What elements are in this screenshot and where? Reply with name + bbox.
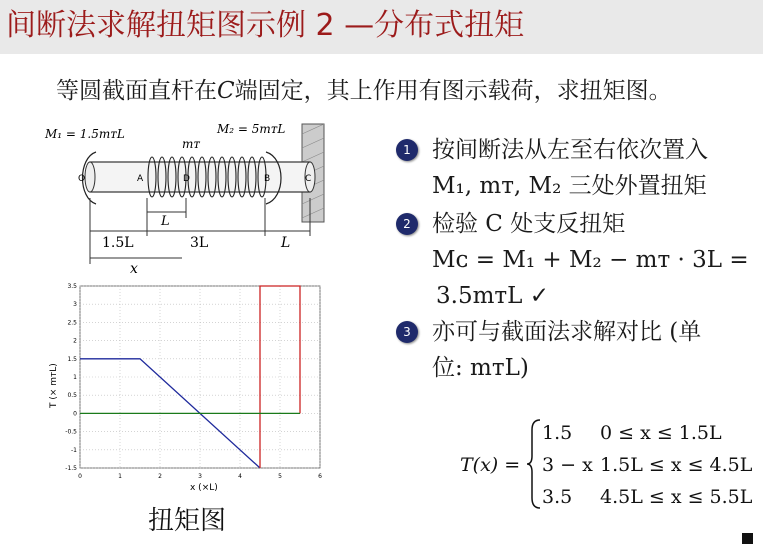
x-tick-label: 1 (118, 473, 122, 480)
x-tick-label: 6 (318, 473, 322, 480)
y-tick-label: 0 (73, 410, 77, 418)
dim-label-1-5l: 1.5L (102, 235, 134, 251)
step-2-line-1: 检验 C 处支反扭矩 (432, 211, 626, 237)
y-axis-label: T (× mᴛL) (49, 363, 59, 408)
formula-lhs: T(x) = (460, 454, 521, 476)
title-bar (0, 0, 763, 54)
step-2-marker: 2 (396, 213, 418, 235)
chart-caption: 扭矩图 (148, 506, 227, 536)
intro-text-before: 等圆截面直杆在 (56, 78, 217, 104)
step-2-line-2: Mᴄ = M₁ + M₂ − mᴛ · 3L = (432, 247, 749, 273)
label-m2: M₂ = 5mᴛL (217, 122, 286, 136)
y-tick-label: 1.5 (67, 355, 77, 363)
x-axis-label: x (×L) (190, 483, 218, 493)
label-point-o: O (78, 174, 86, 184)
y-tick-label: -1.5 (65, 465, 77, 472)
dim-label-3l: 3L (190, 235, 209, 251)
y-tick-label: 1 (73, 374, 77, 381)
label-point-c: C (305, 174, 312, 184)
formula-row-1-cond: 0 ≤ x ≤ 1.5L (600, 422, 722, 444)
y-tick-label: 3.5 (67, 283, 77, 290)
shaft (90, 162, 310, 192)
step-3-line-1: 亦可与截面法求解对比 (单 (432, 319, 702, 345)
label-point-d: D (183, 174, 190, 184)
shaft-diagram (40, 118, 340, 278)
step-2-line-3: 3.5mᴛL ✓ (436, 283, 549, 309)
y-tick-label: -1 (71, 446, 77, 454)
formula-row-3-expr: 3.5 (542, 486, 573, 508)
label-m1: M₁ = 1.5mᴛL (45, 127, 125, 141)
label-mt: mᴛ (182, 137, 201, 151)
formula-row-2-expr: 3 − x (542, 454, 593, 476)
formula-row-3-cond: 4.5L ≤ x ≤ 5.5L (600, 486, 753, 508)
dim-label-right-l: L (281, 235, 291, 251)
y-tick-label: 2 (73, 337, 77, 345)
intro-var: C (217, 78, 235, 104)
problem-statement (56, 72, 672, 105)
label-point-a: A (137, 174, 144, 184)
step-1-marker: 1 (396, 139, 418, 161)
slide-end-marker (742, 533, 753, 544)
torque-chart (40, 278, 332, 496)
y-tick-label: 2.5 (67, 319, 77, 327)
x-tick-label: 4 (238, 473, 242, 480)
x-tick-label: 2 (158, 473, 162, 480)
x-tick-label: 3 (198, 473, 202, 480)
label-point-b: B (264, 174, 271, 184)
step-3-line-2: 位: mᴛL) (432, 355, 529, 381)
dim-label-small-l: L (161, 214, 170, 229)
y-tick-label: 0.5 (67, 392, 77, 400)
formula-brace (526, 418, 542, 510)
intro-text-after: 端固定，其上作用有图示载荷，求扭矩图。 (234, 78, 672, 104)
shaft-end-left (85, 162, 95, 192)
step-1-line-1: 按间断法从左至右依次置入 (432, 137, 708, 163)
slide-title: 间断法求解扭矩图示例 2 —分布式扭矩 (6, 8, 525, 43)
formula-row-2-cond: 1.5L ≤ x ≤ 4.5L (600, 454, 753, 476)
y-tick-label: -0.5 (65, 428, 77, 436)
x-tick-label: 0 (78, 473, 82, 480)
step-1-line-2: M₁, mᴛ, M₂ 三处外置扭矩 (432, 173, 707, 199)
formula-row-1-expr: 1.5 (542, 422, 573, 444)
x-tick-label: 5 (278, 473, 282, 480)
dim-label-x: x (130, 261, 138, 277)
y-tick-label: 3 (73, 301, 77, 309)
step-3-marker: 3 (396, 321, 418, 343)
